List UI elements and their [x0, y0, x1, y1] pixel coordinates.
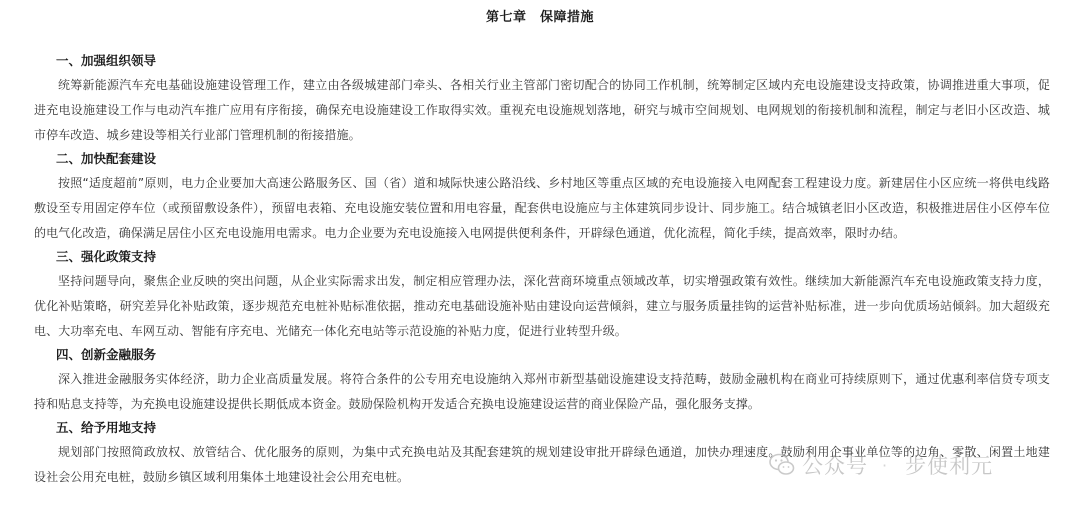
- watermark-channel: 公众号: [802, 454, 868, 478]
- section-heading: 三、强化政策支持: [56, 249, 157, 264]
- section-supporting-construction: [34, 148, 1050, 246]
- section-paragraph: 统筹新能源汽车充电基础设施建设管理工作，建立由各级城建部门牵头、各相关行业主管部门密切配合的协同工作机制，统筹制定区域内充电设施建设支持政策，协调推进重大事项，促进充电设施建设工作与电动汽车推广应用有序衔接，确保充电设施建设工作取得实效。重视充电设施规划落地，研究与城市空间规划、电网规划的衔接机制和流程，制定与老旧小区改造、城市停车改造、城乡建设等相关行业部门管理机制的衔接措施。: [34, 78, 1050, 142]
- section-financial-services: [34, 344, 1050, 417]
- watermark-name: 步使利元: [905, 454, 994, 478]
- chapter-title: 第七章 保障措施: [485, 10, 594, 25]
- section-heading: 一、加强组织领导: [56, 53, 157, 68]
- section-paragraph: 规划部门按照简政放权、放管结合、优化服务的原则，为集中式充换电站及其配套建筑的规划建设审批开辟绿色通道，加快办理速度。鼓励利用企事业单位等的边角、零散、闲置土地建设社会公用充电桩，鼓励乡镇区域利用集体土地建设社会公用充电桩。: [34, 445, 1050, 484]
- section-paragraph: 按照“适度超前”原则，电力企业要加大高速公路服务区、国（省）道和城际快速公路沿线、乡村地区等重点区域的充电设施接入电网配套工程建设力度。新建居住小区应统一将供电线路敷设至专用固定停车位（或预留敷设条件），预留电表箱、充电设施安装位置和用电容量，配套供电设施应与主体建筑同步设计、同步施工。结合城镇老旧小区改造，积极推进居住小区停车位的电气化改造，确保满足居住小区充电设施用电需求。电力企业要为充电设施接入电网提供便利条件，开辟绿色通道，优化流程，简化手续，提高效率，限时办结。: [34, 176, 1050, 240]
- section-heading: 四、创新金融服务: [56, 347, 157, 362]
- section-organization: [34, 50, 1050, 148]
- wechat-icon: [768, 451, 796, 479]
- section-paragraph: 深入推进金融服务实体经济，助力企业高质量发展。将符合条件的公专用充电设施纳入郑州市新型基础设施建设支持范畴，鼓励金融机构在商业可持续原则下，通过优惠利率信贷专项支持和贴息支持等，为充换电设施建设提供长期低成本资金。鼓励保险机构开发适合充换电设施建设运营的商业保险产品，强化服务支撑。: [34, 372, 1050, 411]
- document-body: [34, 50, 1050, 490]
- watermark: [768, 448, 993, 482]
- section-paragraph: 坚持问题导向，聚焦企业反映的突出问题，从企业实际需求出发，制定相应管理办法，深化营商环境重点领域改革，切实增强政策有效性。继续加大新能源汽车充电设施政策支持力度，优化补贴策略，研究差异化补贴政策，逐步规范充电桩补贴标准依据，推动充电基础设施补贴由建设向运营倾斜，建立与服务质量挂钩的运营补贴标准，进一步向优质场站倾斜。加大超级充电、大功率充电、车网互动、智能有序充电、光储充一体化充电站等示范设施的补贴力度，促进行业转型升级。: [34, 274, 1050, 338]
- section-policy-support: [34, 246, 1050, 344]
- section-heading: 二、加快配套建设: [56, 151, 157, 166]
- section-heading: 五、给予用地支持: [56, 420, 157, 435]
- watermark-separator: ·: [882, 455, 888, 475]
